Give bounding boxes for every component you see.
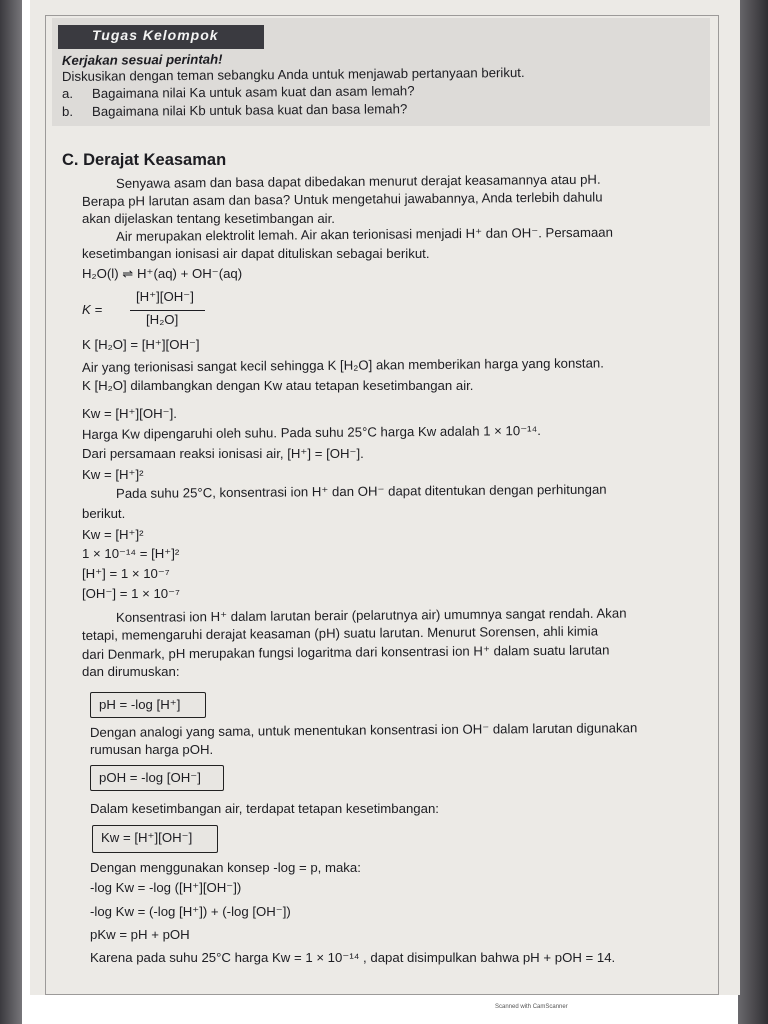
- paragraph-line: kesetimbangan ionisasi air dapat dituliskan sebagai berikut.: [82, 246, 430, 261]
- scan-right-edge: [738, 0, 768, 1024]
- calculation-line: 1 × 10⁻¹⁴ = [H⁺]²: [82, 546, 180, 561]
- equation-k-lhs: K =: [82, 302, 103, 317]
- paragraph-line: Dengan menggunakan konsep -log = p, maka:: [90, 860, 361, 875]
- equation-k-denominator: [H₂O]: [146, 312, 179, 327]
- paragraph-line: Konsentrasi ion H⁺ dalam larutan berair (pelarutnya air) umumnya sangat rendah. Akan: [115, 605, 627, 625]
- question-a: Bagaimana nilai Ka untuk asam kuat dan asam lemah?: [91, 83, 415, 101]
- paragraph-line: Air merupakan elektrolit lemah. Air akan terionisasi menjadi H⁺ dan OH⁻. Persamaan: [115, 224, 613, 244]
- formula-poh: pOH = -log [OH⁻]: [99, 770, 201, 785]
- formula-kw: Kw = [H⁺][OH⁻]: [101, 830, 193, 845]
- section-title: C. Derajat Keasaman: [62, 151, 227, 169]
- task-instruction: Kerjakan sesuai perintah!: [61, 51, 223, 68]
- paragraph-line: Air yang terionisasi sangat kecil sehingga K [H₂O] akan memberikan harga yang konstan.: [81, 355, 604, 375]
- paragraph-line: K [H₂O] dilambangkan dengan Kw atau tetapan kesetimbangan air.: [82, 378, 474, 393]
- equation-k-numerator: [H⁺][OH⁻]: [136, 289, 194, 304]
- paragraph-line: Dengan analogi yang sama, untuk menentukan konsentrasi ion OH⁻ dalam larutan digunakan: [89, 720, 638, 740]
- paragraph-line: Dari persamaan reaksi ionisasi air, [H⁺] = [OH⁻].: [82, 446, 364, 461]
- derivation-line: -log Kw = (-log [H⁺]) + (-log [OH⁻]): [90, 904, 291, 919]
- paragraph-line: rumusan harga pOH.: [90, 742, 214, 757]
- formula-ph: pH = -log [H⁺]: [99, 697, 181, 712]
- fraction-bar: [130, 310, 205, 311]
- calculation-line: [H⁺] = 1 × 10⁻⁷: [82, 566, 170, 581]
- derivation-line: pKw = pH + pOH: [90, 927, 190, 942]
- scanner-watermark: Scanned with CamScanner: [495, 1004, 568, 1010]
- paragraph-line: dari Denmark, pH merupakan fungsi logaritma dari konsentrasi ion H⁺ dalam suatu larutan: [81, 642, 610, 662]
- calculation-line: [OH⁻] = 1 × 10⁻⁷: [82, 586, 180, 601]
- paragraph-line: Harga Kw dipengaruhi oleh suhu. Pada suhu 25°C harga Kw adalah 1 × 10⁻¹⁴.: [81, 422, 541, 442]
- calculation-line: Kw = [H⁺]²: [82, 527, 144, 542]
- paragraph-line: Senyawa asam dan basa dapat dibedakan menurut derajat keasamannya atau pH.: [115, 171, 601, 191]
- equation-ionization: H₂O(l) ⇌ H⁺(aq) + OH⁻(aq): [82, 266, 243, 281]
- paragraph-line: berikut.: [82, 506, 126, 521]
- paragraph-line: akan dijelaskan tentang kesetimbangan air.: [82, 211, 335, 226]
- paragraph-line: Berapa pH larutan asam dan basa? Untuk mengetahui jawabannya, Anda terlebih dahulu: [81, 189, 603, 209]
- derivation-line: -log Kw = -log ([H⁺][OH⁻]): [90, 880, 242, 895]
- equation-kw: Kw = [H⁺][OH⁻].: [82, 406, 177, 421]
- paragraph-line: dan dirumuskan:: [82, 664, 180, 679]
- equation-kw-squared: Kw = [H⁺]²: [82, 467, 144, 482]
- scan-left-edge: [0, 0, 22, 1024]
- question-b-letter: b.: [62, 104, 73, 119]
- paragraph-line: tetapi, memengaruhi derajat keasaman (pH) suatu larutan. Menurut Sorensen, ahli kimia: [81, 623, 599, 643]
- paragraph-line: Dalam kesetimbangan air, terdapat tetapan kesetimbangan:: [90, 801, 439, 816]
- question-b: Bagaimana nilai Kb untuk basa kuat dan basa lemah?: [91, 101, 408, 119]
- paragraph-line: Pada suhu 25°C, konsentrasi ion H⁺ dan OH⁻ dapat ditentukan dengan perhitungan: [115, 481, 607, 501]
- conclusion-line: Karena pada suhu 25°C harga Kw = 1 × 10⁻¹⁴ , dapat disimpulkan bahwa pH + pOH = 14.: [90, 950, 616, 965]
- task-intro: Diskusikan dengan teman sebangku Anda untuk menjawab pertanyaan berikut.: [61, 64, 525, 84]
- task-badge-label: Tugas Kelompok: [92, 27, 219, 43]
- equation-k-h2o: K [H₂O] = [H⁺][OH⁻]: [82, 337, 200, 352]
- question-a-letter: a.: [62, 86, 73, 101]
